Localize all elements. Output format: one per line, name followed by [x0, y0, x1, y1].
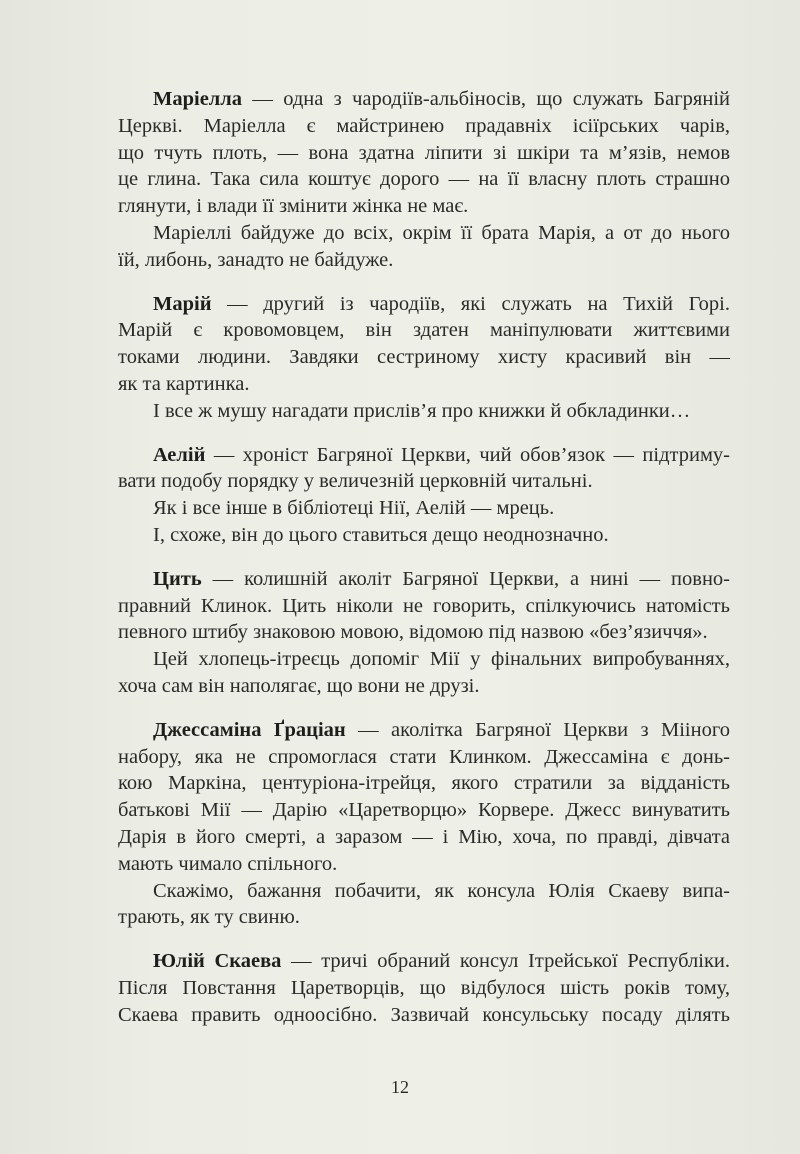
line-text: кою Маркіна, центуріона-ітрейця, якого стратили за відданість [118, 772, 730, 795]
text-line [118, 371, 730, 398]
character-entry [118, 948, 730, 1028]
text-line [118, 975, 730, 1002]
text-line [118, 86, 730, 113]
text-line [118, 522, 730, 549]
line-text: Церкві. Маріелла є майстринею прадавніх ісіїрських чарів, [118, 114, 730, 137]
text-line [118, 247, 730, 274]
text-line [118, 566, 730, 593]
character-entry [118, 291, 730, 425]
line-text: Як і все інше в бібліотеці Нії, Аелій — мрець. [153, 497, 555, 520]
line-text: — тричі обраний консул Ітрейської Республіки. [291, 950, 730, 973]
text-line [118, 344, 730, 371]
text-line [118, 619, 730, 646]
line-text: І все ж мушу нагадати прислів’я про книжки й обкладинки… [153, 399, 691, 422]
text-line [118, 113, 730, 140]
text-line [118, 593, 730, 620]
line-text: Маріеллі байдуже до всіх, окрім її брата Марія, а от до нього [153, 221, 730, 244]
text-line [118, 717, 730, 744]
character-name: Марій [153, 292, 212, 315]
line-text: це глина. Така сила коштує дорого — на її власну плоть страшно [118, 168, 730, 191]
character-entry [118, 566, 730, 700]
character-name: Цить [153, 567, 202, 590]
text-line [118, 442, 730, 469]
character-name: Юлій Скаева [153, 950, 282, 973]
text-line [118, 744, 730, 771]
character-entry [118, 717, 730, 931]
text-line [118, 291, 730, 318]
text-line [118, 166, 730, 193]
text-line [118, 948, 730, 975]
text-line [118, 495, 730, 522]
page-number: 12 [391, 1077, 409, 1097]
line-text: Марій є кровомовцем, він здатен маніпулювати життєвими [118, 319, 730, 342]
line-text: правний Клинок. Цить ніколи не говорить, спілкуючись натомість [118, 594, 730, 617]
text-line [118, 193, 730, 220]
text-line [118, 878, 730, 905]
line-text: набору, яка не спромоглася стати Клинком. Джессаміна є донь- [118, 745, 730, 768]
line-text: що тчуть плоть, — вона здатна ліпити зі шкіри та м’язів, немов [118, 141, 730, 164]
line-text: глянути, і влади її змінити жінка не має. [118, 195, 469, 218]
line-text: Цей хлопець-ітреєць допоміг Мії у фінальних випробуваннях, [153, 648, 730, 671]
line-text: хоча сам він наполягає, що вони не друзі. [118, 674, 480, 697]
line-text: І, схоже, він до цього ставиться дещо неоднозначно. [153, 523, 609, 546]
text-line [118, 646, 730, 673]
character-name: Маріелла [153, 88, 243, 110]
line-text: як та картинка. [118, 372, 250, 395]
character-entry [118, 442, 730, 549]
text-line [118, 797, 730, 824]
character-entry [118, 86, 730, 274]
line-text: трають, як ту свиню. [118, 906, 300, 929]
line-text: — одна з чародіїв-альбіносів, що служать Багряній [252, 88, 730, 110]
text-line [118, 824, 730, 851]
line-text: Скажімо, бажання побачити, як консула Юлія Скаеву випа- [153, 879, 730, 902]
text-line [118, 673, 730, 700]
text-line [118, 140, 730, 167]
line-text: мають чимало спільного. [118, 852, 338, 875]
page-text [118, 86, 730, 1046]
text-line [118, 468, 730, 495]
line-text: їй, либонь, занадто не байдуже. [118, 248, 394, 271]
text-line [118, 317, 730, 344]
character-name: Джессаміна Ґраціан [153, 718, 346, 741]
line-text: Після Повстання Царетворців, що відбулося шість років тому, [118, 976, 730, 999]
text-line [118, 770, 730, 797]
line-text: — колишній аколіт Багряної Церкви, а нині — повно- [212, 567, 730, 590]
line-text: — другий із чародіїв, які служать на Тихій Горі. [227, 292, 730, 315]
line-text: — хроніст Багряної Церкви, чий обов’язок — підтриму- [213, 443, 730, 466]
line-text: Скаева править одноосібно. Зазвичай консульську посаду ділять [118, 1003, 730, 1026]
text-line [118, 904, 730, 931]
line-text: батькові Мії — Дарію «Царетворцю» Корвере. Джесс винуватить [118, 799, 730, 822]
text-line [118, 1002, 730, 1029]
text-line [118, 220, 730, 247]
text-line [118, 398, 730, 425]
text-line [118, 851, 730, 878]
line-text: токами людини. Завдяки сестриному хисту красивий він — [118, 346, 730, 369]
line-text: — аколітка Багряної Церкви з Мііного [358, 718, 730, 741]
line-text: Дарія в його смерті, а заразом — і Мію, хоча, по правді, дівчата [118, 825, 730, 848]
line-text: певного штибу знаковою мовою, відомою під назвою «без’язиччя». [118, 621, 708, 644]
character-name: Аелій [153, 443, 206, 466]
line-text: вати подобу порядку у величезній церковній читальні. [118, 470, 593, 493]
